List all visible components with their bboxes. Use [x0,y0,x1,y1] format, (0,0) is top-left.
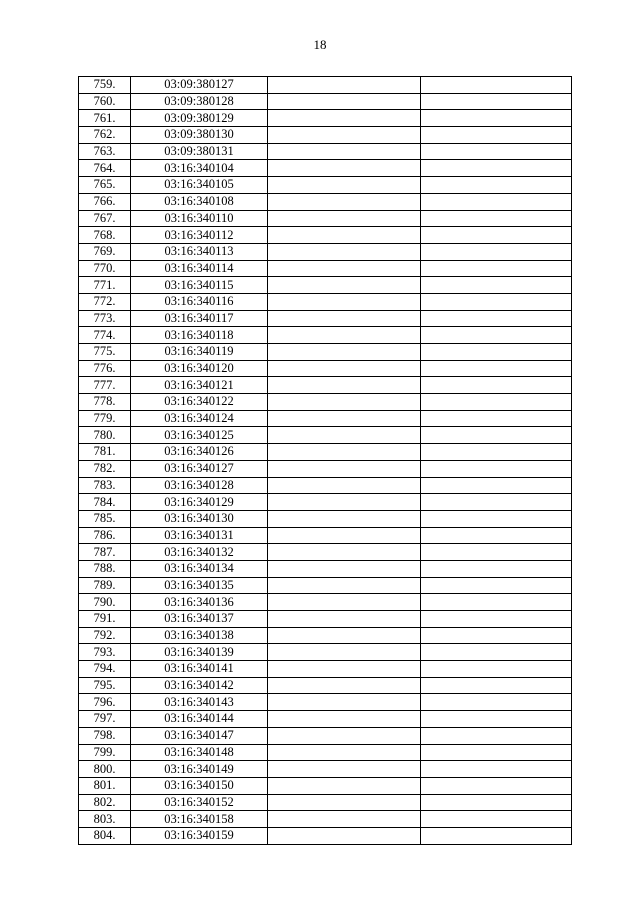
empty-cell-3 [268,310,421,327]
row-number-cell: 764. [79,160,131,177]
empty-cell-3 [268,293,421,310]
empty-cell-3 [268,544,421,561]
row-number-cell: 804. [79,827,131,844]
row-number-cell: 774. [79,327,131,344]
empty-cell-4 [421,310,572,327]
cadastral-number-cell: 03:16:340143 [131,694,268,711]
row-number-cell: 788. [79,560,131,577]
empty-cell-4 [421,427,572,444]
table-row [79,110,572,127]
empty-cell-4 [421,410,572,427]
row-number-cell: 801. [79,777,131,794]
empty-cell-3 [268,777,421,794]
empty-cell-3 [268,611,421,628]
table-row [79,761,572,778]
empty-cell-3 [268,77,421,94]
empty-cell-3 [268,444,421,461]
empty-cell-4 [421,444,572,461]
table-row [79,327,572,344]
table-row [79,394,572,411]
empty-cell-4 [421,477,572,494]
table-row [79,644,572,661]
cadastral-number-cell: 03:16:340142 [131,677,268,694]
cadastral-numbers-table [78,76,572,845]
empty-cell-3 [268,177,421,194]
cadastral-number-cell: 03:16:340120 [131,360,268,377]
empty-cell-4 [421,460,572,477]
row-number-cell: 778. [79,394,131,411]
cadastral-number-cell: 03:16:340119 [131,344,268,361]
empty-cell-4 [421,127,572,144]
cadastral-number-cell: 03:16:340139 [131,644,268,661]
cadastral-number-cell: 03:16:340132 [131,544,268,561]
empty-cell-3 [268,460,421,477]
empty-cell-3 [268,560,421,577]
empty-cell-4 [421,394,572,411]
cadastral-number-cell: 03:16:340138 [131,627,268,644]
table-row [79,277,572,294]
row-number-cell: 768. [79,227,131,244]
empty-cell-4 [421,811,572,828]
table-row [79,127,572,144]
table-row [79,594,572,611]
empty-cell-4 [421,93,572,110]
table-row [79,360,572,377]
row-number-cell: 790. [79,594,131,611]
empty-cell-3 [268,210,421,227]
cadastral-number-cell: 03:16:340134 [131,560,268,577]
page-number: 18 [313,37,327,52]
cadastral-number-cell: 03:16:340158 [131,811,268,828]
table-row [79,160,572,177]
empty-cell-3 [268,427,421,444]
empty-cell-3 [268,527,421,544]
empty-cell-4 [421,494,572,511]
table-row [79,510,572,527]
empty-cell-4 [421,577,572,594]
empty-cell-4 [421,694,572,711]
table-row [79,143,572,160]
empty-cell-4 [421,677,572,694]
row-number-cell: 803. [79,811,131,828]
row-number-cell: 769. [79,243,131,260]
empty-cell-4 [421,794,572,811]
cadastral-number-cell: 03:16:340150 [131,777,268,794]
empty-cell-3 [268,93,421,110]
empty-cell-4 [421,143,572,160]
empty-cell-3 [268,243,421,260]
cadastral-number-cell: 03:16:340105 [131,177,268,194]
table-row [79,627,572,644]
empty-cell-4 [421,661,572,678]
cadastral-number-cell: 03:16:340114 [131,260,268,277]
empty-cell-3 [268,644,421,661]
empty-cell-3 [268,677,421,694]
row-number-cell: 798. [79,727,131,744]
empty-cell-3 [268,344,421,361]
empty-cell-3 [268,110,421,127]
empty-cell-4 [421,193,572,210]
cadastral-number-cell: 03:16:340113 [131,243,268,260]
empty-cell-3 [268,627,421,644]
cadastral-number-cell: 03:16:340144 [131,711,268,728]
row-number-cell: 766. [79,193,131,210]
table-row [79,310,572,327]
table-row [79,344,572,361]
empty-cell-4 [421,527,572,544]
row-number-cell: 781. [79,444,131,461]
row-number-cell: 760. [79,93,131,110]
empty-cell-4 [421,510,572,527]
empty-cell-4 [421,227,572,244]
table-body [79,77,572,845]
table-row [79,193,572,210]
table-row [79,93,572,110]
table-row [79,77,572,94]
table-row [79,611,572,628]
table-row [79,577,572,594]
cadastral-number-cell: 03:16:340116 [131,293,268,310]
table-row [79,811,572,828]
empty-cell-4 [421,293,572,310]
empty-cell-3 [268,494,421,511]
empty-cell-4 [421,277,572,294]
row-number-cell: 794. [79,661,131,678]
empty-cell-4 [421,761,572,778]
empty-cell-3 [268,360,421,377]
row-number-cell: 772. [79,293,131,310]
table-row [79,494,572,511]
cadastral-number-cell: 03:09:380130 [131,127,268,144]
empty-cell-3 [268,694,421,711]
row-number-cell: 771. [79,277,131,294]
cadastral-number-cell: 03:16:340137 [131,611,268,628]
row-number-cell: 793. [79,644,131,661]
table-row [79,544,572,561]
row-number-cell: 800. [79,761,131,778]
empty-cell-3 [268,260,421,277]
empty-cell-4 [421,711,572,728]
cadastral-number-cell: 03:16:340131 [131,527,268,544]
table-row [79,260,572,277]
table-row [79,777,572,794]
empty-cell-3 [268,727,421,744]
empty-cell-4 [421,160,572,177]
cadastral-number-cell: 03:16:340117 [131,310,268,327]
cadastral-number-cell: 03:16:340148 [131,744,268,761]
row-number-cell: 773. [79,310,131,327]
row-number-cell: 767. [79,210,131,227]
empty-cell-3 [268,227,421,244]
row-number-cell: 776. [79,360,131,377]
cadastral-number-cell: 03:16:340104 [131,160,268,177]
row-number-cell: 783. [79,477,131,494]
empty-cell-4 [421,727,572,744]
row-number-cell: 782. [79,460,131,477]
empty-cell-4 [421,360,572,377]
table-row [79,377,572,394]
row-number-cell: 795. [79,677,131,694]
cadastral-number-cell: 03:16:340125 [131,427,268,444]
cadastral-number-cell: 03:16:340128 [131,477,268,494]
row-number-cell: 763. [79,143,131,160]
cadastral-number-cell: 03:16:340152 [131,794,268,811]
empty-cell-3 [268,661,421,678]
table-row [79,410,572,427]
cadastral-number-cell: 03:16:340149 [131,761,268,778]
cadastral-number-cell: 03:16:340136 [131,594,268,611]
row-number-cell: 780. [79,427,131,444]
cadastral-number-cell: 03:16:340122 [131,394,268,411]
row-number-cell: 787. [79,544,131,561]
row-number-cell: 802. [79,794,131,811]
cadastral-number-cell: 03:16:340141 [131,661,268,678]
cadastral-number-cell: 03:16:340115 [131,277,268,294]
cadastral-number-cell: 03:16:340130 [131,510,268,527]
cadastral-number-cell: 03:16:340121 [131,377,268,394]
table-row [79,293,572,310]
empty-cell-4 [421,344,572,361]
empty-cell-3 [268,327,421,344]
empty-cell-4 [421,744,572,761]
empty-cell-4 [421,777,572,794]
table-row [79,727,572,744]
row-number-cell: 761. [79,110,131,127]
empty-cell-3 [268,761,421,778]
cadastral-number-cell: 03:16:340129 [131,494,268,511]
row-number-cell: 796. [79,694,131,711]
empty-cell-3 [268,377,421,394]
empty-cell-4 [421,210,572,227]
empty-cell-3 [268,811,421,828]
table-row [79,744,572,761]
table-row [79,477,572,494]
empty-cell-3 [268,143,421,160]
empty-cell-3 [268,277,421,294]
table-row [79,560,572,577]
table-row [79,444,572,461]
cadastral-number-cell: 03:16:340135 [131,577,268,594]
empty-cell-4 [421,110,572,127]
empty-cell-3 [268,711,421,728]
empty-cell-3 [268,477,421,494]
cadastral-number-cell: 03:09:380129 [131,110,268,127]
empty-cell-3 [268,510,421,527]
cadastral-number-cell: 03:16:340147 [131,727,268,744]
row-number-cell: 791. [79,611,131,628]
empty-cell-3 [268,577,421,594]
empty-cell-4 [421,611,572,628]
table-row [79,177,572,194]
empty-cell-3 [268,744,421,761]
empty-cell-4 [421,627,572,644]
cadastral-number-cell: 03:16:340159 [131,827,268,844]
cadastral-number-cell: 03:16:340112 [131,227,268,244]
row-number-cell: 770. [79,260,131,277]
row-number-cell: 792. [79,627,131,644]
empty-cell-4 [421,77,572,94]
empty-cell-3 [268,827,421,844]
cadastral-number-cell: 03:09:380127 [131,77,268,94]
row-number-cell: 779. [79,410,131,427]
table-row [79,711,572,728]
empty-cell-3 [268,127,421,144]
row-number-cell: 765. [79,177,131,194]
empty-cell-3 [268,193,421,210]
cadastral-number-cell: 03:16:340126 [131,444,268,461]
empty-cell-4 [421,327,572,344]
row-number-cell: 759. [79,77,131,94]
empty-cell-4 [421,377,572,394]
table-row [79,227,572,244]
row-number-cell: 777. [79,377,131,394]
empty-cell-3 [268,394,421,411]
table-row [79,794,572,811]
empty-cell-4 [421,243,572,260]
cadastral-number-cell: 03:16:340118 [131,327,268,344]
row-number-cell: 784. [79,494,131,511]
row-number-cell: 762. [79,127,131,144]
empty-cell-4 [421,594,572,611]
table-row [79,427,572,444]
cadastral-number-cell: 03:16:340124 [131,410,268,427]
row-number-cell: 797. [79,711,131,728]
empty-cell-4 [421,177,572,194]
empty-cell-3 [268,594,421,611]
table-row [79,210,572,227]
table-row [79,243,572,260]
table-row [79,661,572,678]
empty-cell-3 [268,160,421,177]
row-number-cell: 785. [79,510,131,527]
cadastral-number-cell: 03:16:340108 [131,193,268,210]
table-row [79,694,572,711]
table-row [79,827,572,844]
empty-cell-4 [421,644,572,661]
table-row [79,677,572,694]
table-row [79,527,572,544]
empty-cell-4 [421,260,572,277]
row-number-cell: 775. [79,344,131,361]
row-number-cell: 786. [79,527,131,544]
cadastral-number-cell: 03:09:380128 [131,93,268,110]
empty-cell-3 [268,794,421,811]
empty-cell-4 [421,544,572,561]
empty-cell-4 [421,560,572,577]
empty-cell-4 [421,827,572,844]
empty-cell-3 [268,410,421,427]
row-number-cell: 789. [79,577,131,594]
cadastral-number-cell: 03:09:380131 [131,143,268,160]
row-number-cell: 799. [79,744,131,761]
table-row [79,460,572,477]
cadastral-number-cell: 03:16:340127 [131,460,268,477]
cadastral-number-cell: 03:16:340110 [131,210,268,227]
